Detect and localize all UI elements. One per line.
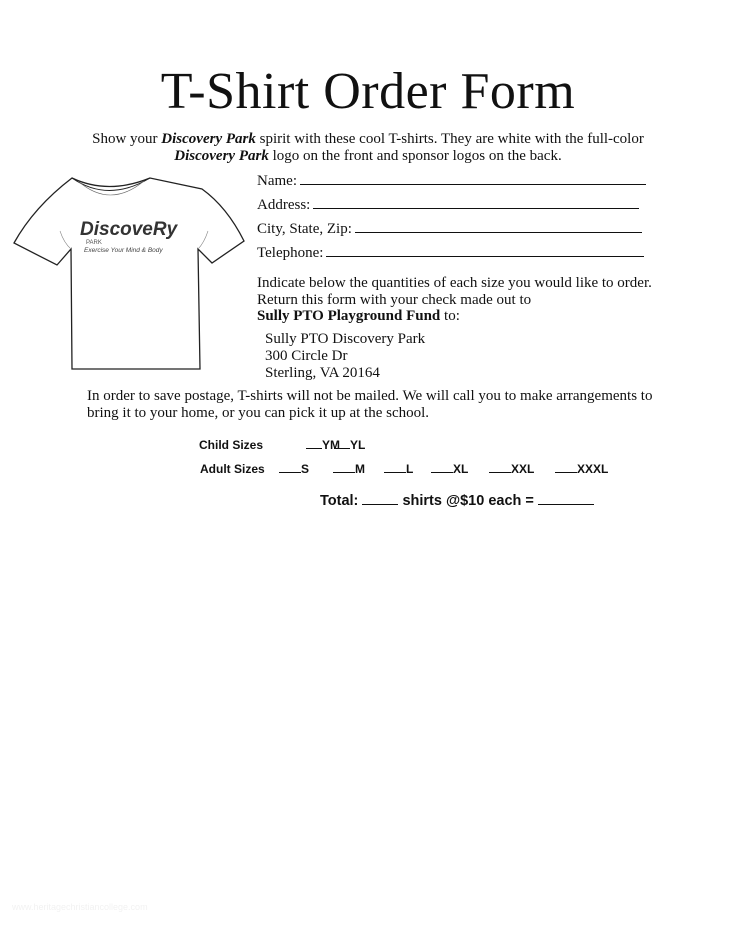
instructions-line2: Return this form with your check made out to <box>257 291 532 308</box>
xxxl-blank[interactable] <box>555 462 577 473</box>
shirt-logo-wordmark: DiscoveRy <box>80 219 178 240</box>
telephone-line[interactable] <box>326 244 644 257</box>
name-label: Name: <box>257 173 297 189</box>
instructions <box>257 275 657 325</box>
m-label: M <box>355 462 365 476</box>
address-line3: Sterling, VA 20164 <box>265 365 380 381</box>
address-label: Address: <box>257 197 311 213</box>
adult-size-xxl[interactable] <box>489 462 534 476</box>
city-state-zip-label: City, State, Zip: <box>257 221 352 237</box>
shirt-logo-tagline: Exercise Your Mind & Body <box>84 247 163 254</box>
intro-part3: logo on the front and sponsor logos on the back. <box>268 148 562 164</box>
shirt-logo-sub: PARK <box>86 240 102 246</box>
adult-sizes-label: Adult Sizes <box>200 462 265 476</box>
page-title: T-Shirt Order Form <box>160 63 576 120</box>
payee-suffix: to: <box>440 308 460 324</box>
postage-note: In order to save postage, T-shirts will not be mailed. We will call you to make arrangements to bring it to your home, or you can pick it up at the school. <box>87 388 653 421</box>
s-blank[interactable] <box>279 462 301 473</box>
xl-label: XL <box>453 462 469 476</box>
child-sizes-label: Child Sizes <box>199 438 264 452</box>
name-field[interactable] <box>257 172 646 190</box>
total-middle: shirts @$10 each = <box>402 493 534 509</box>
telephone-field[interactable] <box>257 244 644 262</box>
address-line2: 300 Circle Dr <box>265 348 348 364</box>
tshirt-icon <box>12 173 248 373</box>
xl-blank[interactable] <box>431 462 453 473</box>
ym-blank[interactable] <box>306 438 322 449</box>
ym-label: YM <box>322 438 340 452</box>
instructions-line1: Indicate below the quantities of each size you would like to order. <box>257 275 652 291</box>
telephone-label: Telephone: <box>257 245 324 261</box>
total-line <box>320 493 594 509</box>
l-label: L <box>406 462 414 476</box>
xxl-blank[interactable] <box>489 462 511 473</box>
tshirt-illustration <box>12 173 248 373</box>
intro-text <box>40 131 696 165</box>
total-amount-blank[interactable] <box>538 494 594 505</box>
yl-label: YL <box>350 438 366 452</box>
name-line[interactable] <box>300 172 646 185</box>
watermark: www.heritagechristiancollege.com <box>12 902 148 912</box>
adult-size-s[interactable] <box>279 462 309 476</box>
adult-size-m[interactable] <box>333 462 365 476</box>
yl-blank[interactable] <box>334 438 350 449</box>
xxl-label: XXL <box>511 462 535 476</box>
total-label: Total: <box>320 493 359 509</box>
mailing-address <box>265 331 425 382</box>
intro-brand2: Discovery Park <box>174 148 269 164</box>
adult-size-xxxl[interactable] <box>555 462 608 476</box>
adult-size-l[interactable] <box>384 462 413 476</box>
intro-part2: spirit with these cool T-shirts. They are white with the full-color <box>255 131 644 147</box>
s-label: S <box>301 462 310 476</box>
l-blank[interactable] <box>384 462 406 473</box>
shirt-count-blank[interactable] <box>362 494 398 505</box>
address-field[interactable] <box>257 196 639 214</box>
intro-brand1: Discovery Park <box>161 131 256 147</box>
city-state-zip-line[interactable] <box>355 220 642 233</box>
xxxl-label: XXXL <box>577 462 609 476</box>
adult-size-xl[interactable] <box>431 462 468 476</box>
m-blank[interactable] <box>333 462 355 473</box>
child-size-yl[interactable] <box>334 438 365 452</box>
address-line1: Sully PTO Discovery Park <box>265 331 426 347</box>
address-line[interactable] <box>313 196 639 209</box>
payee-name: Sully PTO Playground Fund <box>257 308 441 324</box>
intro-part1: Show your <box>92 131 162 147</box>
instructions-line3 <box>257 308 657 325</box>
city-state-zip-field[interactable] <box>257 220 642 238</box>
